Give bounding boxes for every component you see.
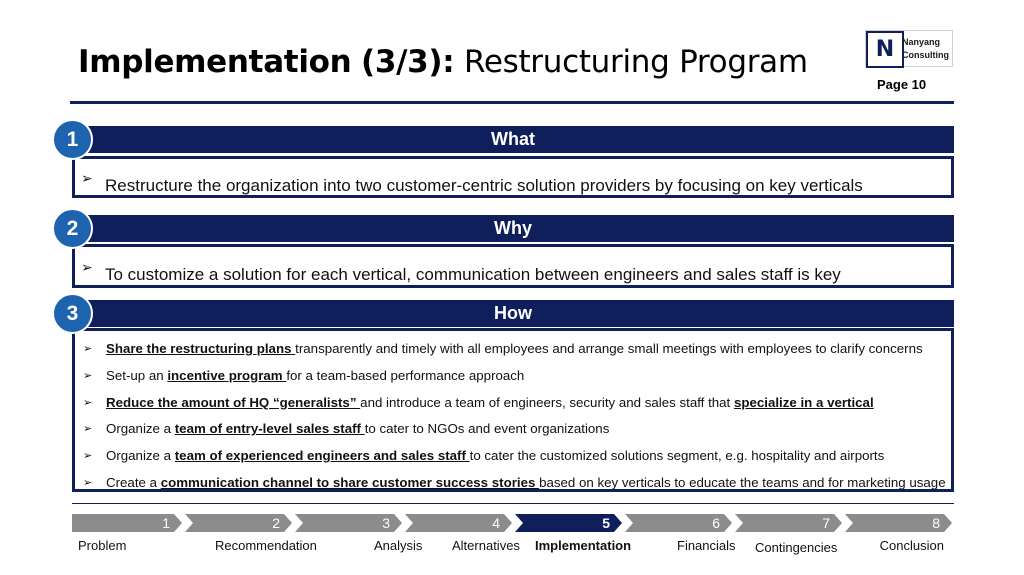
- how-item-post: based on key verticals to educate the teams and for marketing usage: [539, 475, 946, 490]
- bullet-arrow-icon: ➢: [83, 395, 93, 409]
- logo-line-2: Consulting: [902, 50, 949, 60]
- bullet-arrow-icon: ➢: [83, 368, 93, 382]
- bullet-arrow-icon: ➢: [83, 342, 93, 355]
- how-item: [106, 368, 524, 383]
- why-box: [72, 244, 954, 288]
- how-item-em: team of entry-level sales staff: [174, 421, 365, 437]
- step-number-8: 8: [932, 515, 940, 531]
- page-title: [78, 44, 808, 80]
- title-part: (3/3):: [361, 44, 455, 80]
- how-item: [106, 421, 609, 436]
- how-box: [72, 328, 954, 492]
- how-item-post: to cater the customized solutions segment, e.g. hospitality and airports: [469, 448, 885, 464]
- how-item: [106, 395, 874, 410]
- step-label-implementation[interactable]: Implementation: [535, 538, 632, 553]
- bullet-arrow-icon: ➢: [81, 171, 93, 187]
- step-label-contingencies[interactable]: Contingencies: [755, 540, 838, 555]
- step-label-financials[interactable]: Financials: [677, 538, 736, 553]
- how-item-em: team of experienced engineers and sales staff: [174, 448, 470, 464]
- what-heading-bar: [72, 126, 954, 153]
- how-item-pre: Organize a: [106, 421, 175, 437]
- how-item-post: to cater to NGOs and event organizations: [364, 421, 610, 437]
- bullet-arrow-icon: ➢: [81, 260, 93, 276]
- step-label-recommendation[interactable]: Recommendation: [215, 538, 317, 553]
- section-number-badge-2: 2: [52, 208, 93, 249]
- section-number-badge-1: 1: [52, 119, 93, 160]
- what-heading: What: [491, 129, 535, 149]
- step-label-conclusion[interactable]: Conclusion: [879, 538, 944, 553]
- progress-chevrons: [72, 514, 952, 532]
- how-item: [106, 475, 946, 490]
- how-item-post: transparently and timely with all employees and arrange small meetings with employees to clarify concerns: [295, 341, 923, 356]
- how-heading-bar: [72, 300, 954, 327]
- why-heading: Why: [494, 218, 532, 238]
- how-item-pre: Set-up an: [106, 367, 168, 383]
- how-item-pre: Create a: [106, 475, 161, 490]
- bullet-arrow-icon: ➢: [83, 449, 93, 463]
- step-number-2: 2: [272, 515, 280, 531]
- what-text: Restructure the organization into two customer-centric solution providers by focusing on key verticals: [105, 176, 863, 195]
- how-item-em: Reduce the amount of HQ “generalists”: [106, 394, 361, 410]
- title-divider: [70, 101, 954, 104]
- footer-divider: [72, 503, 954, 504]
- how-item-post: and introduce a team of engineers, security and sales staff that: [360, 394, 734, 410]
- step-number-5: 5: [602, 515, 610, 531]
- why-heading-bar: [72, 215, 954, 242]
- step-number-4: 4: [492, 515, 500, 531]
- title-bold: Implementation: [78, 44, 352, 80]
- step-label-analysis[interactable]: Analysis: [374, 538, 423, 553]
- logo-mark: N: [866, 31, 904, 68]
- why-text: To customize a solution for each vertical, communication between engineers and sales staff is key: [105, 265, 841, 284]
- step-number-1: 1: [162, 515, 170, 531]
- logo-line-1: Nanyang: [902, 37, 941, 47]
- how-item-em2: specialize in a vertical: [733, 394, 874, 410]
- what-box: [72, 156, 954, 198]
- step-label-problem[interactable]: Problem: [78, 538, 127, 553]
- how-item-em: communication channel to share customer success stories: [160, 475, 540, 490]
- step-number-6: 6: [712, 515, 720, 531]
- step-label-alternatives[interactable]: Alternatives: [452, 538, 520, 553]
- bullet-arrow-icon: ➢: [83, 422, 93, 436]
- how-item-post: for a team-based performance approach: [286, 367, 525, 383]
- page-number: Page 10: [877, 77, 927, 92]
- how-item-pre: Organize a: [106, 448, 175, 464]
- how-item-em: Share the restructuring plans: [106, 341, 296, 356]
- how-item-em: incentive program: [167, 367, 287, 383]
- how-item: [106, 341, 923, 356]
- how-heading: How: [494, 303, 532, 323]
- logo-name: [902, 36, 949, 62]
- step-number-3: 3: [382, 515, 390, 531]
- step-number-7: 7: [822, 515, 830, 531]
- nanyang-consulting-logo: [865, 30, 953, 67]
- how-item: [106, 448, 884, 463]
- section-number-badge-3: 3: [52, 293, 93, 334]
- title-rest: Restructuring Program: [463, 44, 808, 80]
- bullet-arrow-icon: ➢: [83, 476, 93, 489]
